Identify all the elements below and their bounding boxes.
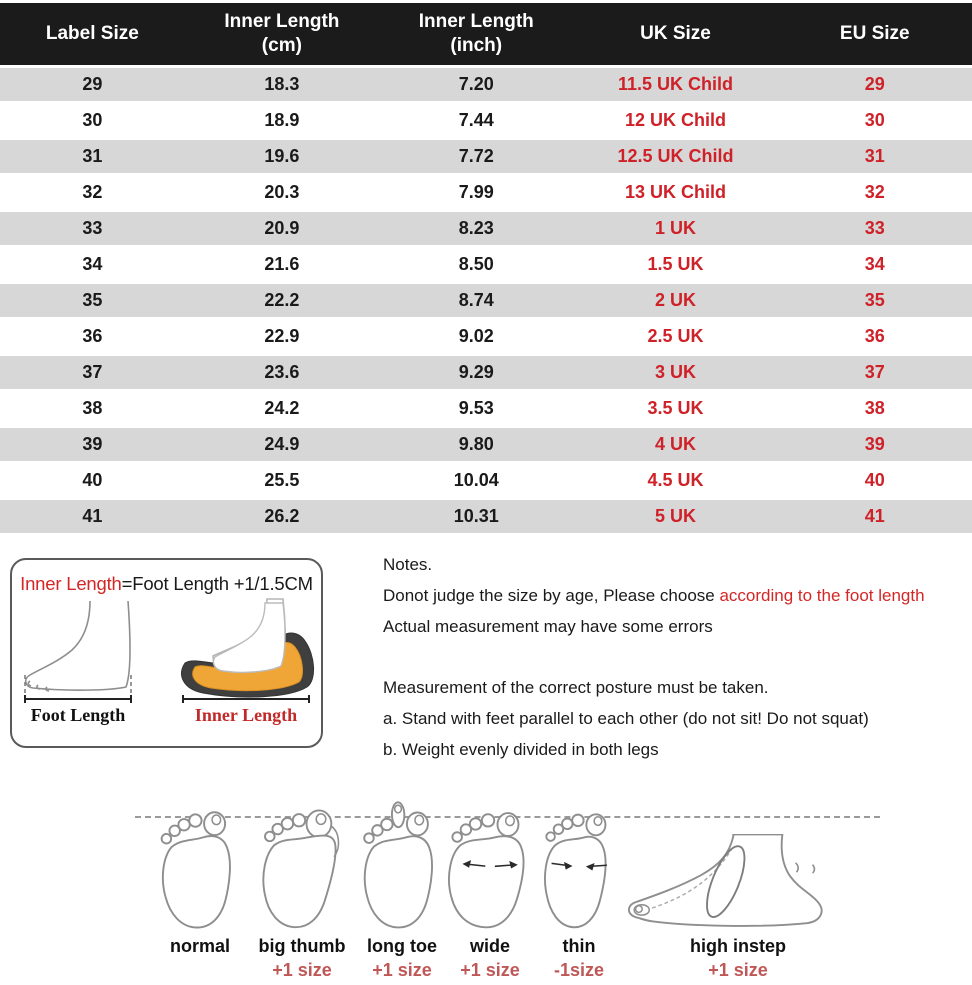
foot-type-label: normal (169, 936, 230, 956)
inner-length-cm-cell: 22.2 (185, 284, 379, 317)
inner-length-inch-cell: 8.50 (458, 254, 494, 274)
bare-foot-icon (25, 601, 131, 725)
label-size-cell: 39 (0, 428, 185, 461)
label-size-cell: 37 (0, 356, 185, 389)
inner-length-inch-cell: 7.72 (379, 140, 573, 173)
label-size-cell: 38 (82, 398, 103, 418)
uk-size-cell: 11.5 UK Child (573, 68, 777, 101)
inner-length-inch-cell: 7.20 (379, 68, 573, 101)
uk-size-cell: 12 UK Child (625, 110, 727, 130)
table-row (0, 356, 972, 389)
inner-length-inch-cell: 7.44 (458, 110, 494, 130)
inner-length-cm-cell: 22.9 (264, 326, 300, 346)
notes-heading: Notes. (383, 555, 433, 574)
uk-size-cell: 2.5 UK (647, 326, 704, 346)
uk-size-cell: 1 UK (573, 212, 777, 245)
inner-length-cm-cell: 24.9 (185, 428, 379, 461)
inner-length-inch-cell: 10.31 (379, 500, 573, 533)
eu-size-cell: 29 (778, 68, 972, 101)
label-size-cell: 33 (0, 212, 185, 245)
notes-line-2: Actual measurement may have some errors (383, 617, 713, 636)
inner-length-cm-cell: 21.6 (264, 254, 300, 274)
inner-length-cm-cell: 19.6 (185, 140, 379, 173)
thin-foot-icon (531, 808, 627, 934)
inner-length-label: Inner Length (194, 705, 298, 725)
table-row (0, 428, 972, 461)
table-row (0, 284, 972, 317)
guide-title (12, 573, 321, 595)
eu-size-cell: 30 (864, 110, 885, 130)
foot-type-strip (0, 780, 972, 985)
eu-size-cell: 40 (864, 470, 885, 490)
inner-length-inch-cell: 8.74 (379, 284, 573, 317)
foot-vs-shoe-diagram (16, 597, 317, 725)
uk-size-cell: 12.5 UK Child (573, 140, 777, 173)
inner-length-cm-cell: 18.9 (264, 110, 300, 130)
guide-title-red: Inner Length (20, 573, 122, 594)
table-row (0, 68, 972, 101)
measure-item-a: a. Stand with feet parallel to each other (do not sit! Do not squat) (383, 709, 869, 728)
column-header: UK Size (573, 3, 777, 65)
foot-type-big-thumb (247, 808, 357, 981)
notes-line1-black: Donot judge the size by age, Please choose (383, 586, 720, 605)
label-size-cell: 41 (0, 500, 185, 533)
header-row (0, 3, 972, 65)
foot-type-size: +1 size (708, 960, 768, 980)
table-row (0, 104, 972, 137)
foot-type-label: wide (469, 936, 510, 956)
measure-item-b: b. Weight evenly divided in both legs (383, 740, 659, 759)
eu-size-cell: 41 (778, 500, 972, 533)
inner-length-inch-cell: 9.80 (379, 428, 573, 461)
label-size-cell: 40 (82, 470, 103, 490)
inner-length-cm-cell: 23.6 (185, 356, 379, 389)
inner-length-cm-cell: 20.3 (264, 182, 300, 202)
foot-type-high-instep (618, 808, 858, 981)
eu-size-cell: 39 (778, 428, 972, 461)
foot-type-label: long toe (367, 936, 437, 956)
inner-length-inch-cell: 8.23 (379, 212, 573, 245)
table-row (0, 248, 972, 281)
high-instep-foot-icon (620, 834, 856, 934)
table-row (0, 212, 972, 245)
size-table-body (0, 68, 972, 533)
column-header: Label Size (0, 3, 185, 65)
table-row (0, 320, 972, 353)
measure-heading: Measurement of the correct posture must be taken. (383, 678, 769, 697)
guide-title-black: =Foot Length +1/1.5CM (121, 573, 313, 594)
eu-size-cell: 34 (864, 254, 885, 274)
inner-length-inch-cell: 10.04 (453, 470, 499, 490)
foot-type-normal (145, 808, 255, 960)
uk-size-cell: 5 UK (573, 500, 777, 533)
big-thumb-foot-icon (254, 808, 350, 934)
table-row (0, 140, 972, 173)
foot-type-size: +1 size (372, 960, 432, 980)
label-size-cell: 35 (0, 284, 185, 317)
inner-length-inch-cell: 9.02 (458, 326, 494, 346)
inner-length-cm-cell: 24.2 (264, 398, 300, 418)
foot-type-size: -1size (553, 960, 605, 980)
foot-type-size: +1 size (460, 960, 520, 980)
uk-size-cell: 13 UK Child (625, 182, 727, 202)
label-size-cell: 30 (82, 110, 103, 130)
eu-size-cell: 33 (778, 212, 972, 245)
table-row (0, 464, 972, 497)
foot-length-label: Foot Length (30, 705, 126, 725)
inner-length-cm-cell: 25.5 (264, 470, 300, 490)
inner-length-inch-cell: 7.99 (458, 182, 494, 202)
eu-size-cell: 37 (778, 356, 972, 389)
inner-length-cm-cell: 20.9 (185, 212, 379, 245)
eu-size-cell: 35 (778, 284, 972, 317)
uk-size-cell: 4.5 UK (647, 470, 704, 490)
label-size-cell: 36 (82, 326, 103, 346)
uk-size-cell: 4 UK (573, 428, 777, 461)
foot-type-label: big thumb (258, 936, 346, 956)
uk-size-cell: 2 UK (573, 284, 777, 317)
shoe-inner-length-icon (182, 599, 314, 725)
eu-size-cell: 38 (864, 398, 885, 418)
label-size-cell: 31 (0, 140, 185, 173)
label-size-cell: 29 (0, 68, 185, 101)
foot-type-label: thin (562, 936, 596, 956)
notes-spacer (383, 649, 968, 679)
size-table-header (0, 3, 972, 65)
eu-size-cell: 36 (864, 326, 885, 346)
foot-type-size: +1 size (272, 960, 332, 980)
eu-size-cell: 32 (864, 182, 885, 202)
inner-length-inch-cell: 9.53 (458, 398, 494, 418)
uk-size-cell: 3.5 UK (647, 398, 704, 418)
table-row (0, 176, 972, 209)
eu-size-cell: 31 (778, 140, 972, 173)
inner-length-inch-cell: 9.29 (379, 356, 573, 389)
label-size-cell: 34 (82, 254, 103, 274)
column-header: Inner Length (inch) (379, 3, 573, 65)
notes-line1-red: according to the foot length (719, 586, 925, 605)
inner-length-cm-cell: 18.3 (185, 68, 379, 101)
notes-section (383, 556, 968, 772)
uk-size-cell: 3 UK (573, 356, 777, 389)
column-header: Inner Length (cm) (185, 3, 379, 65)
foot-type-label: high instep (690, 936, 786, 956)
inner-length-cm-cell: 26.2 (185, 500, 379, 533)
label-size-cell: 32 (82, 182, 103, 202)
table-row (0, 392, 972, 425)
normal-foot-icon (152, 808, 248, 934)
column-header: EU Size (778, 3, 972, 65)
inner-length-guide-box (10, 558, 323, 748)
table-row (0, 500, 972, 533)
notes-line-1 (383, 587, 968, 605)
uk-size-cell: 1.5 UK (647, 254, 704, 274)
